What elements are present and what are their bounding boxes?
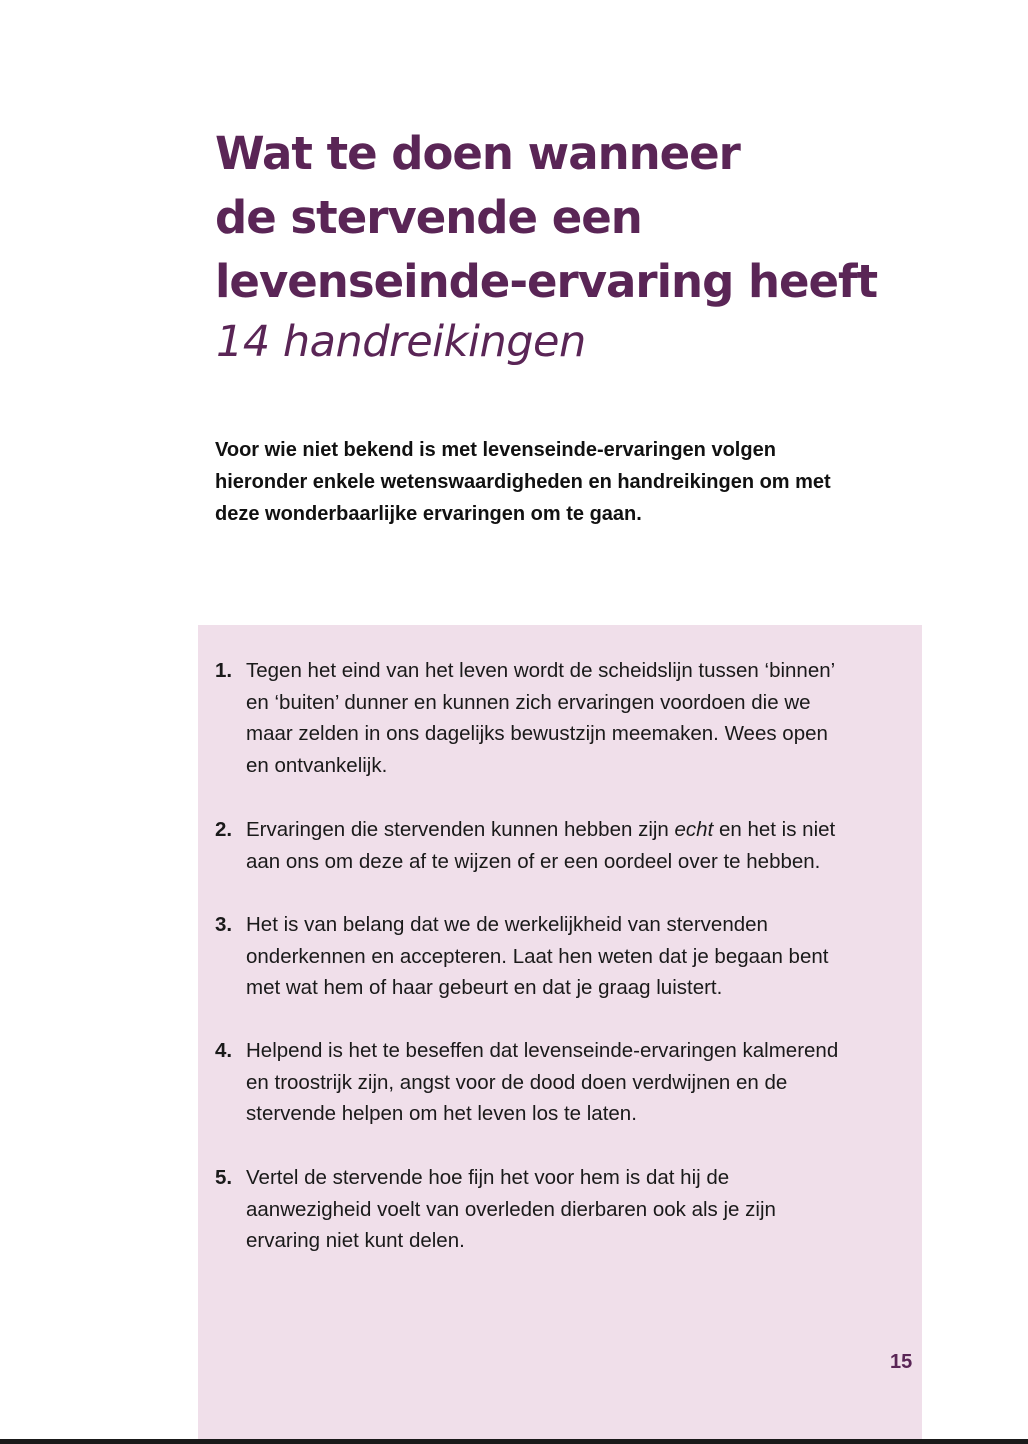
item-line: aan ons om deze af te wijzen of er een oordeel over te hebben. — [246, 849, 821, 873]
title-line: de stervende een — [215, 191, 642, 244]
item-line: Het is van belang dat we de werkelijkheid van stervenden — [246, 913, 768, 936]
item-text-segment: Ervaringen die stervenden kunnen hebben zijn — [246, 818, 675, 841]
page-title — [215, 122, 935, 314]
item-number: 4. — [215, 1039, 233, 1062]
item-line: Tegen het eind van het leven wordt de scheidslijn tussen ‘binnen’ — [246, 659, 836, 682]
item-line: ervaring niet kunt delen. — [246, 1229, 465, 1252]
item-line: Helpend is het te beseffen dat levenseinde-ervaringen kalmerend — [246, 1039, 839, 1062]
bottom-edge-bar — [0, 1439, 1028, 1444]
item-line: maar zelden in ons dagelijks bewustzijn meemaken. Wees open — [246, 722, 828, 745]
item-text — [246, 814, 835, 877]
item-number: 1. — [215, 659, 233, 682]
item-line: en ‘buiten’ dunner en kunnen zich ervaringen voordoen die we — [246, 690, 811, 714]
item-line — [246, 814, 835, 846]
item-line: en troostrijk zijn, angst voor de dood doen verdwijnen en de — [246, 1070, 788, 1094]
item-text — [246, 1162, 776, 1257]
item-line: en ontvankelijk. — [246, 753, 388, 777]
item-line: Vertel de stervende hoe fijn het voor hem is dat hij de — [246, 1166, 730, 1189]
item-emphasis: echt — [674, 818, 714, 841]
title-line: levenseinde-ervaring heeft — [215, 255, 878, 308]
tips-panel — [198, 625, 922, 1439]
item-number: 2. — [215, 818, 233, 841]
intro-line: Voor wie niet bekend is met levenseinde-ervaringen volgen — [215, 439, 776, 461]
item-line: onderkennen en accepteren. Laat hen weten dat je begaan bent — [246, 944, 829, 968]
intro-line: deze wonderbaarlijke ervaringen om te gaan. — [215, 503, 642, 525]
title-line: Wat te doen wanneer — [215, 127, 740, 180]
item-number: 5. — [215, 1166, 233, 1189]
intro-line: hieronder enkele wetenswaardigheden en handreikingen om met — [215, 471, 831, 493]
item-text — [246, 909, 828, 1004]
item-line: aanwezigheid voelt van overleden dierbaren ook als je zijn — [246, 1197, 776, 1221]
page-number: 15 — [890, 1351, 913, 1373]
item-line: stervende helpen om het leven los te laten. — [246, 1102, 637, 1125]
item-line: met wat hem of haar gebeurt en dat je graag luistert. — [246, 976, 723, 999]
item-text — [246, 655, 835, 781]
item-number: 3. — [215, 913, 233, 936]
item-text — [246, 1035, 838, 1130]
page-subtitle: 14 handreikingen — [216, 317, 586, 367]
item-text-segment: en het is niet — [713, 818, 836, 841]
intro-paragraph — [215, 434, 915, 530]
